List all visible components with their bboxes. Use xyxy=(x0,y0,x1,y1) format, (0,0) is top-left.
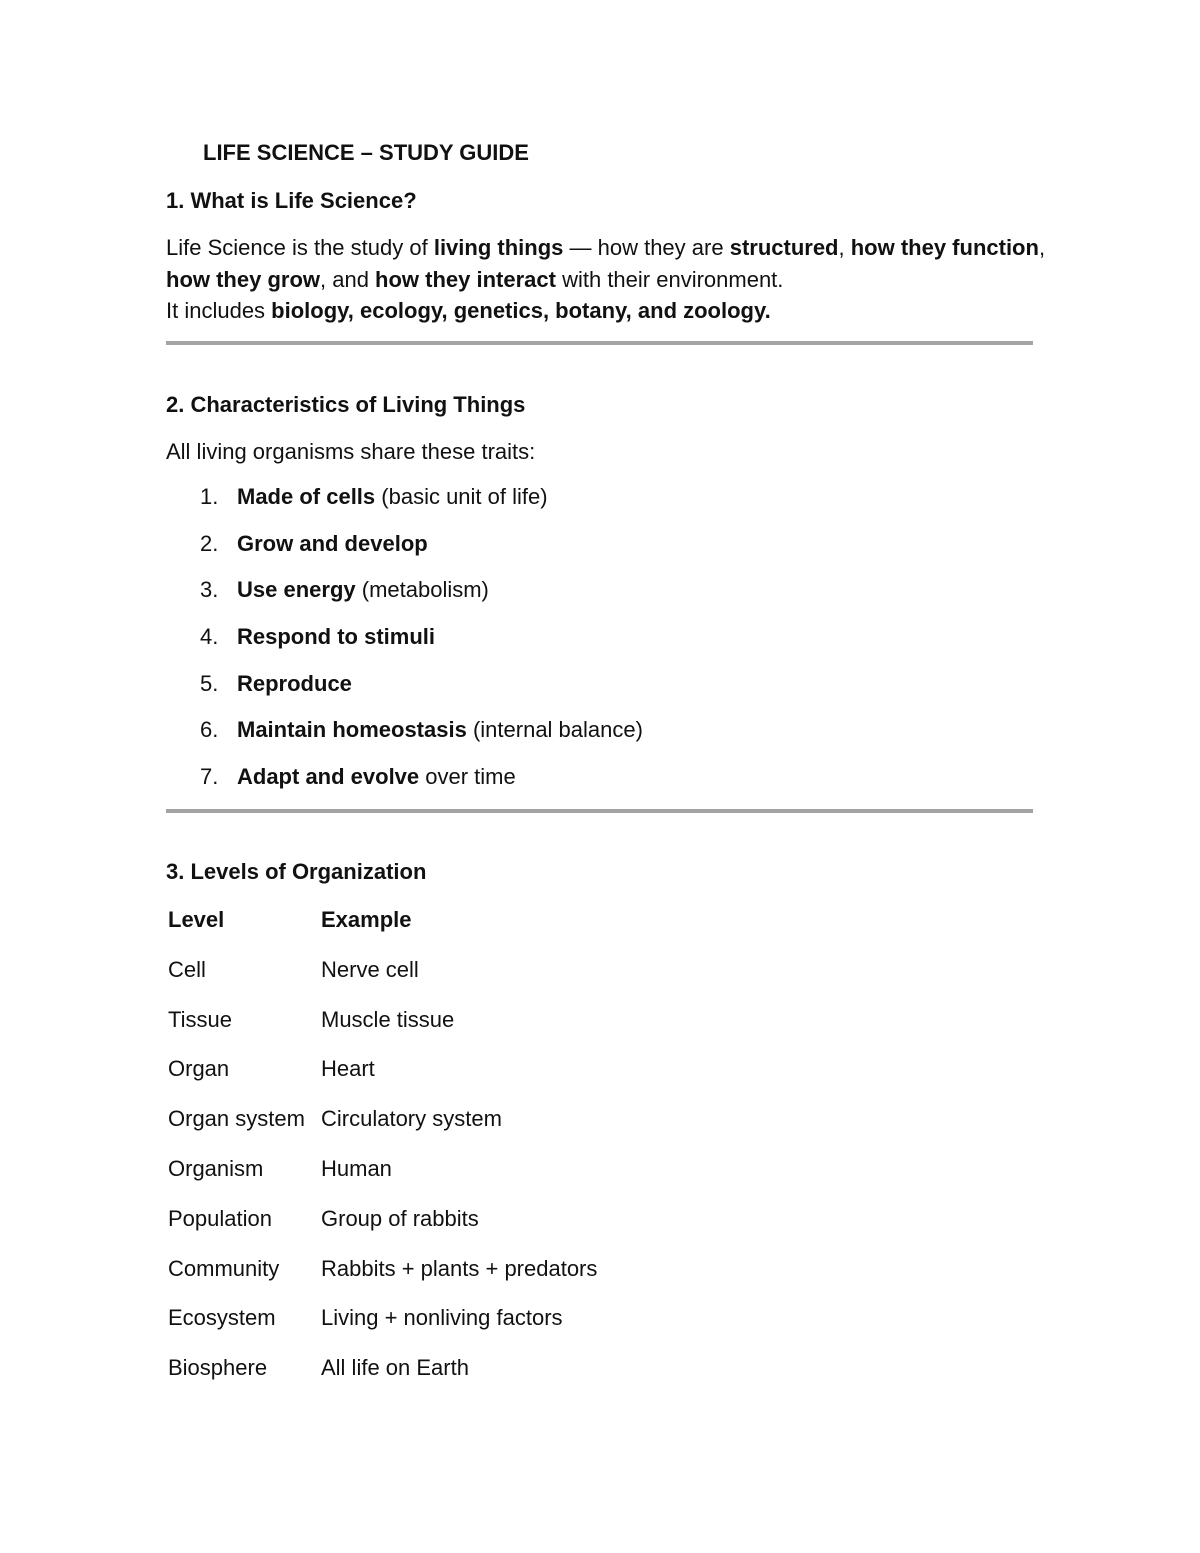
list-item-number: 6. xyxy=(200,717,219,743)
table-row xyxy=(168,1303,597,1353)
list-item-term: Maintain homeostasis xyxy=(237,717,467,743)
text-run: biology, ecology, genetics, botany, and zoology. xyxy=(271,298,771,323)
example-cell: Group of rabbits xyxy=(321,1205,479,1231)
table-row xyxy=(168,955,597,1005)
section-2-heading: 2. Characteristics of Living Things xyxy=(166,392,526,417)
level-cell: Organ system xyxy=(168,1106,305,1132)
text-run: , xyxy=(1038,235,1046,260)
list-item-number: 4. xyxy=(200,624,219,650)
section-2-intro: All living organisms share these traits: xyxy=(166,439,536,464)
text-run: structured xyxy=(729,235,839,260)
table-row xyxy=(168,1054,597,1104)
table-row xyxy=(168,1254,597,1304)
levels-table xyxy=(168,905,597,1403)
table-row xyxy=(168,1154,597,1204)
table-header-row xyxy=(168,905,597,955)
text-run: Life Science is the study of xyxy=(166,235,434,260)
list-item xyxy=(166,482,643,529)
list-item-number: 2. xyxy=(200,530,219,556)
list-item xyxy=(166,715,643,762)
list-item-number: 7. xyxy=(200,764,219,790)
table-row xyxy=(168,1353,597,1403)
list-item-number: 1. xyxy=(200,484,219,509)
list-item xyxy=(166,669,643,716)
example-cell: Rabbits + plants + predators xyxy=(321,1255,598,1281)
list-item-term: Respond to stimuli xyxy=(237,624,435,650)
section-3-heading: 3. Levels of Organization xyxy=(166,859,427,884)
text-run: how they function xyxy=(850,235,1039,260)
example-cell: All life on Earth xyxy=(321,1355,469,1381)
list-item-number: 3. xyxy=(200,577,219,603)
column-header-level: Level xyxy=(168,907,225,932)
table-row xyxy=(168,1204,597,1254)
list-item xyxy=(166,622,643,669)
text-run: how they interact xyxy=(375,266,556,292)
section-1-includes xyxy=(166,298,771,323)
document-title: LIFE SCIENCE – STUDY GUIDE xyxy=(203,140,529,165)
text-run: — how they are xyxy=(563,235,730,260)
section-divider xyxy=(166,809,1033,813)
list-item xyxy=(166,762,643,809)
list-item-detail: (internal balance) xyxy=(466,717,643,743)
list-item xyxy=(166,575,643,622)
list-item xyxy=(166,529,643,576)
example-cell: Living + nonliving factors xyxy=(321,1305,563,1331)
example-cell: Circulatory system xyxy=(321,1106,502,1132)
level-cell: Community xyxy=(168,1255,280,1281)
text-run: living things xyxy=(433,235,564,260)
list-item-term: Made of cells xyxy=(237,484,376,509)
list-item-term: Adapt and evolve xyxy=(237,764,420,790)
table-row xyxy=(168,1104,597,1154)
level-cell: Organism xyxy=(168,1155,264,1181)
text-run: with their environment. xyxy=(555,266,784,292)
section-1-definition xyxy=(166,235,1045,292)
text-run: It includes xyxy=(166,298,272,323)
section-1-paragraph xyxy=(166,232,1046,327)
list-item-detail: over time xyxy=(419,764,516,790)
section-divider xyxy=(166,341,1033,345)
level-cell: Tissue xyxy=(168,1006,232,1032)
section-1-heading: 1. What is Life Science? xyxy=(166,188,417,213)
list-item-number: 5. xyxy=(200,670,219,696)
example-cell: Heart xyxy=(321,1056,375,1082)
example-cell: Human xyxy=(321,1155,392,1181)
list-item-detail: (basic unit of life) xyxy=(375,484,548,509)
level-cell: Cell xyxy=(168,956,206,982)
table-row xyxy=(168,1005,597,1055)
text-run: , and xyxy=(320,266,376,292)
text-run: how they grow xyxy=(166,266,320,292)
level-cell: Ecosystem xyxy=(168,1305,276,1331)
list-item-term: Reproduce xyxy=(237,670,352,696)
level-cell: Population xyxy=(168,1205,272,1231)
list-item-detail: (metabolism) xyxy=(355,577,489,603)
list-item-term: Use energy xyxy=(237,577,356,603)
traits-list xyxy=(166,482,643,809)
text-run: , xyxy=(838,235,851,260)
example-cell: Muscle tissue xyxy=(321,1006,455,1032)
list-item-term: Grow and develop xyxy=(237,530,428,556)
level-cell: Biosphere xyxy=(168,1355,268,1381)
column-header-example: Example xyxy=(321,907,412,932)
example-cell: Nerve cell xyxy=(321,956,419,982)
level-cell: Organ xyxy=(168,1056,230,1082)
